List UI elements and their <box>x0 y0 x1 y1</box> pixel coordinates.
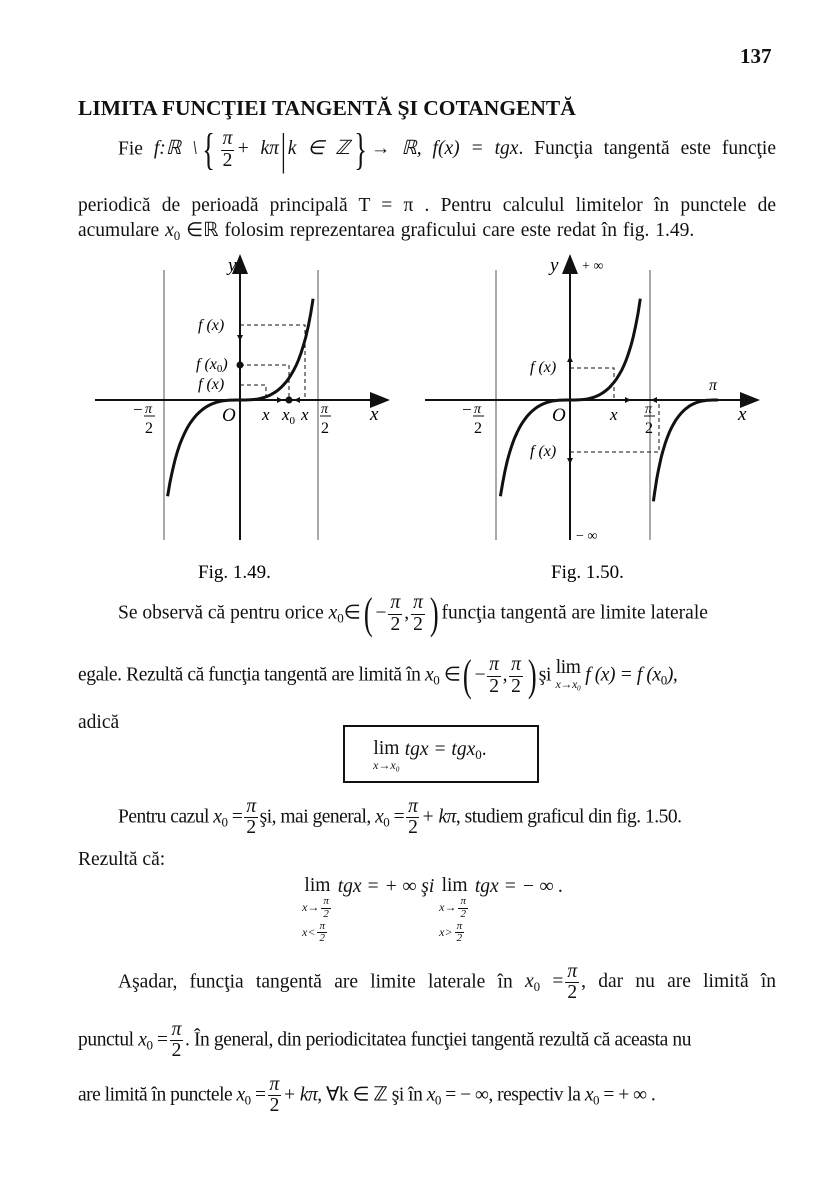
text: Pentru cazul <box>118 806 209 828</box>
y-label: y <box>550 255 559 276</box>
guide-fx0 <box>240 365 289 400</box>
math: π <box>489 654 499 676</box>
para2-line: Se observă că pentru orice $x_0\in$( − $\frac{\pi}{2}$ , $\frac{\pi}{2}$ ) funcţia tangentă are limite laterale <box>118 589 708 638</box>
text: şi, mai general, <box>259 806 371 828</box>
para1-line2: periodică de perioadă principală T = π . Pentru calculul limitelor în punctele de <box>78 195 776 216</box>
lim: lim <box>555 657 581 678</box>
point-fx0 <box>237 362 244 369</box>
text: Fie <box>118 138 143 160</box>
math: x <box>375 806 384 828</box>
boxed-formula: lim x→x₀ tgx = tgx$_0$. <box>343 725 539 783</box>
half-pi-num: π <box>321 402 329 417</box>
page-number: 137 <box>740 44 772 68</box>
math: 2 <box>511 675 521 697</box>
fx0-label: f (x0) <box>196 356 228 375</box>
text: punctul <box>78 1029 134 1051</box>
text: , studiem graficul din fig. 1.50. <box>455 806 682 828</box>
origin-label: O <box>552 405 566 426</box>
para1-line1: Fie f:ℝ \{ $\frac{\pi}{2}$ + kπ|k ∈ ℤ} → ℝ, f(x) = tgx. Funcţia tangentă este funcţie <box>118 125 776 174</box>
para5-line1: Aşadar, funcţia tangentă are limite laterale în $x_0$ = $\frac{\pi}{2}$ , dar nu are limită în <box>118 961 777 1004</box>
section-title: LIMITA FUNCŢIEI TANGENTĂ ŞI COTANGENTĂ <box>78 96 576 120</box>
math: 2 <box>222 149 233 171</box>
math: + kπ <box>236 138 279 160</box>
para3-line: egale. Rezultă că funcţia tangentă are limită în $x_0$ ∈( − $\frac{\pi}{2}$ , $\frac{\pi}{2}$ ) şi lim x→x₀ f (x) = f $(x_0)$, <box>78 651 678 700</box>
pi-label: π <box>709 377 718 394</box>
para5-line3: are limită în punctele $x_0$ = $\frac{\pi}{2}$ + kπ, ∀k ∈ ℤ şi în $x_0$ = − ∞, respectiv la $x_0$ = + ∞ . <box>78 1074 656 1117</box>
rezulta: Rezultă că: <box>78 849 166 870</box>
math: 2 <box>408 817 418 839</box>
neg-half-pi-minus: − <box>133 400 143 419</box>
math: = <box>231 806 243 828</box>
math: ∈ <box>443 664 461 686</box>
math: π <box>390 592 401 614</box>
lateral-limits: lim x→ $\frac{\pi}{2}$ x< $\frac{\pi}{2}$ tgx = + ∞ şi lim x→ $\frac{\pi}{2}$ x> $\frac{\pi}{2}$ tgx = − ∞ . <box>302 875 564 945</box>
x0-label: $x_0$ <box>282 405 296 427</box>
math: → ℝ, f(x) = tgx <box>370 138 519 160</box>
x-mark-label: x <box>610 405 618 424</box>
x-right-label: x <box>301 405 309 424</box>
neg-half-pi-minus: − <box>462 400 472 419</box>
text: acumulare <box>78 220 160 241</box>
fx-top-label: f (x) <box>198 317 225 334</box>
x-left-label: x <box>262 405 270 424</box>
math: π <box>246 796 256 817</box>
text: funcţia tangentă are limite laterale <box>441 602 708 624</box>
guide-fx-top <box>240 325 305 400</box>
math: − <box>375 602 387 624</box>
math: π <box>222 128 233 150</box>
math: , <box>404 602 410 624</box>
lim: lim <box>373 738 400 759</box>
x-label: x <box>370 404 379 425</box>
math: tgx = − ∞ . <box>474 876 564 897</box>
math: tgx = tgx <box>404 739 476 760</box>
fx-bottom-label: f (x) <box>198 376 225 393</box>
math: k ∈ ℤ <box>287 138 350 160</box>
figure-1-50 <box>425 255 758 544</box>
math: ∈ <box>343 602 361 624</box>
fx-bottom-label: f (x) <box>530 443 557 460</box>
math: x <box>328 602 338 624</box>
fx-top-label: f (x) <box>530 359 557 376</box>
para5-line2: punctul $x_0$ = $\frac{\pi}{2}$ . În general, din periodicitatea funcţiei tangentă rezultă că aceasta nu <box>78 1019 692 1062</box>
para1-line3: acumulare $x_0$ ∈ℝ folosim reprezentarea graficului care este redat în fig. 1.49. <box>78 220 695 243</box>
text: = + ∞ . <box>603 1084 656 1106</box>
math: f:ℝ \ <box>153 138 198 160</box>
text: şi <box>538 664 551 686</box>
tangent-curve-next <box>653 400 718 501</box>
text: = − ∞, respectiv la <box>445 1084 581 1106</box>
math: π <box>408 796 418 817</box>
math: π <box>511 654 521 676</box>
neg-half-pi-den: 2 <box>145 420 153 437</box>
math: x <box>213 806 222 828</box>
fig1-caption: Fig. 1.49. <box>198 562 271 583</box>
math: + kπ <box>421 806 456 828</box>
adica: adică <box>78 712 120 733</box>
math: − <box>474 664 486 686</box>
math: = <box>393 806 405 828</box>
neg-half-pi-num: π <box>145 402 153 417</box>
origin-label: O <box>222 405 236 426</box>
para4-line: Pentru cazul $x_0$ = $\frac{\pi}{2}$ şi, mai general, $x_0$ = $\frac{\pi}{2}$ + kπ, studiem graficul din fig. 1.50. <box>118 796 682 839</box>
text: Se observă că pentru orice <box>118 602 324 624</box>
figure-1-49 <box>95 255 388 540</box>
math: x <box>165 220 174 241</box>
text: , ∀k ∈ ℤ şi în <box>317 1084 423 1106</box>
math: f (x) = f (x <box>585 664 661 686</box>
lim-subscript: x→x₀ <box>555 677 581 692</box>
math: 2 <box>413 613 423 635</box>
math: π <box>413 592 423 614</box>
y-label: y <box>228 255 237 276</box>
text: . În general, din periodicitatea funcţiei tangentă rezultă că aceasta nu <box>185 1029 692 1051</box>
half-pi-num: π <box>645 402 653 417</box>
lim: lim <box>441 875 468 896</box>
text: . Funcţia tangentă este funcţie <box>518 138 776 160</box>
guide-fx-top <box>570 368 614 400</box>
math: 2 <box>246 817 256 839</box>
text: are limită în punctele <box>78 1084 233 1106</box>
math: ), <box>666 664 678 686</box>
half-pi-den: 2 <box>321 420 329 437</box>
text: ∈ℝ folosim reprezentarea graficului care este redat în fig. 1.49. <box>186 220 695 241</box>
neg-half-pi-den: 2 <box>474 420 482 437</box>
half-pi-den: 2 <box>645 420 653 437</box>
math: 2 <box>390 613 401 635</box>
minus-infinity-label: − ∞ <box>576 529 598 544</box>
text: egale. Rezultă că funcţia tangentă are limită în <box>78 664 421 686</box>
math: x <box>424 664 434 686</box>
text: , dar nu are limită în <box>581 971 777 993</box>
math: 2 <box>489 675 499 697</box>
neg-half-pi-num: π <box>474 402 482 417</box>
math: tgx = + ∞ şi <box>337 876 435 897</box>
text: Aşadar, funcţia tangentă are limite laterale în <box>118 971 513 993</box>
point-x0 <box>286 397 293 404</box>
lim: lim <box>304 875 331 896</box>
plus-infinity-label: + ∞ <box>582 259 604 274</box>
lim-subscript: x→x₀ <box>373 758 400 773</box>
x-label: x <box>738 404 747 425</box>
math: . <box>481 739 487 760</box>
fig2-caption: Fig. 1.50. <box>551 562 624 583</box>
